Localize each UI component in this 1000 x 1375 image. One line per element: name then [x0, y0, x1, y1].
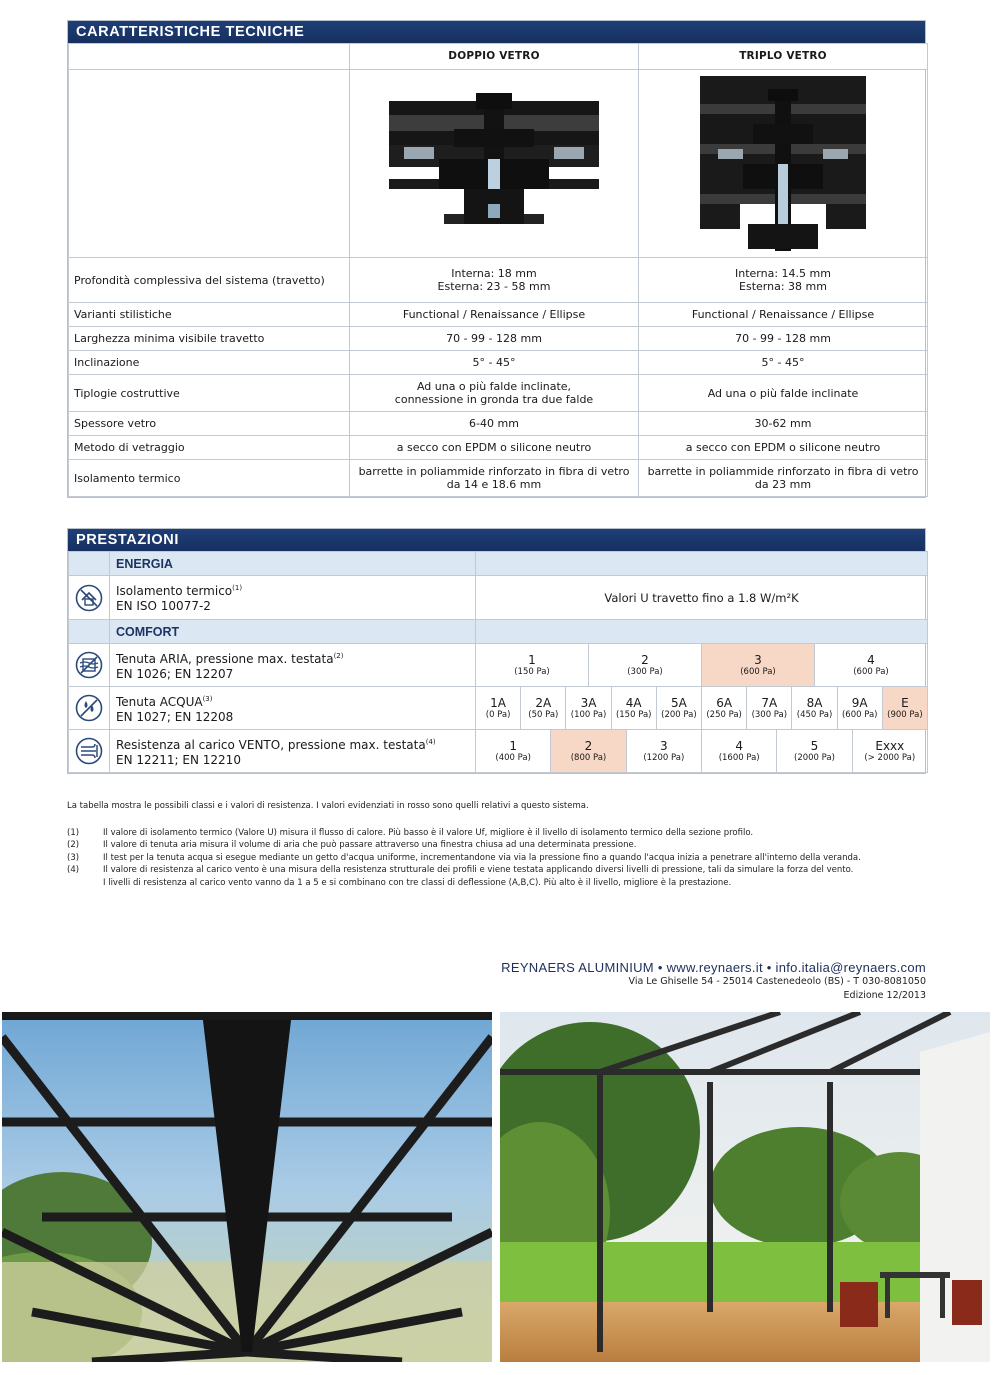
- band-icon-empty: [69, 620, 110, 644]
- col-header-double-glass: DOPPIO VETRO: [350, 44, 639, 70]
- company-footer: [501, 960, 926, 1003]
- edition: Edizione 12/2013: [843, 990, 926, 1001]
- air-class-cell: 2 (300 Pa): [589, 644, 702, 686]
- band-energy: ENERGIA: [110, 552, 476, 576]
- section-title-performance: PRESTAZIONI: [68, 529, 925, 551]
- water-class-cell: 1A (0 Pa): [476, 687, 521, 729]
- technical-characteristics-section: [67, 20, 926, 498]
- water-class-cell: 8A (450 Pa): [792, 687, 837, 729]
- band-icon-empty: [69, 552, 110, 576]
- footnote-item: I livelli di resistenza al carico vento vanno da 1 a 5 e si combinano con tre classi di deflessione (A,B,C). Più alto è il livello, migliore è la prestazione.: [103, 877, 732, 888]
- water-label: Tenuta ACQUA$^{(3)}$ EN 1027; EN 12208: [110, 687, 476, 730]
- thermal-insulation-icon: [75, 584, 103, 612]
- triple-glass-section-drawing: [639, 70, 928, 258]
- double-glass-section-drawing: [350, 70, 639, 258]
- water-classes: [476, 687, 928, 730]
- water-class-cell: 2A (50 Pa): [521, 687, 566, 729]
- profile-section-drawing-icon: [384, 89, 604, 239]
- water-class-cell: 4A (150 Pa): [612, 687, 657, 729]
- wind-class-cell: 3 (1200 Pa): [627, 730, 702, 772]
- min-width-triple: 70 - 99 - 128 mm: [639, 327, 928, 351]
- wind-icon-cell: [69, 730, 110, 773]
- inclination-triple: 5° - 45°: [639, 351, 928, 375]
- air-tightness-icon: [75, 651, 103, 679]
- section-title-tech: CARATTERISTICHE TECNICHE: [68, 21, 925, 43]
- wind-class-cell: 1 (400 Pa): [476, 730, 551, 772]
- col-header-triple-glass: TRIPLO VETRO: [639, 44, 928, 70]
- glass-thickness-triple: 30-62 mm: [639, 412, 928, 436]
- row-label-glazing-method: Metodo di vetraggio: [69, 436, 350, 460]
- thermal-value: Valori U travetto fino a 1.8 W/m²K: [476, 576, 928, 620]
- air-classes: [476, 644, 928, 687]
- veranda-roof-photo-icon: [2, 1012, 492, 1362]
- water-class-cell: 7A (300 Pa): [747, 687, 792, 729]
- table-note: La tabella mostra le possibili classi e i valori di resistenza. I valori evidenziati in rosso sono quelli relativi a questo sistema.: [67, 801, 589, 811]
- thermal-insulation-double: barrette in poliammide rinforzato in fibra di vetro da 14 e 18.6 mm: [350, 460, 639, 497]
- wind-classes: [476, 730, 928, 773]
- wind-class-cell: 5 (2000 Pa): [777, 730, 852, 772]
- water-icon-cell: [69, 687, 110, 730]
- construction-types-triple: Ad una o più falde inclinate: [639, 375, 928, 412]
- air-class-cell: 4 (600 Pa): [853, 652, 889, 677]
- tech-table: [68, 43, 928, 497]
- water-class-cell: 9A (600 Pa): [838, 687, 883, 729]
- footnotes: [67, 800, 937, 889]
- row-label-style-variants: Varianti stilistiche: [69, 303, 350, 327]
- wind-load-icon: [75, 737, 103, 765]
- thermal-icon-cell: [69, 576, 110, 620]
- tech-header-empty: [69, 44, 350, 70]
- construction-types-double: Ad una o più falde inclinate, connessione in gronda tra due falde: [350, 375, 639, 412]
- glass-thickness-double: 6-40 mm: [350, 412, 639, 436]
- depth-double: Interna: 18 mm Esterna: 23 - 58 mm: [350, 258, 639, 303]
- footnote-item: (3) Il test per la tenuta acqua si esegue mediante un getto d'acqua uniforme, incrementandone via via la pressione fino a quando l'acqua inizia a penetrare all'interno della veranda.: [67, 852, 861, 863]
- company-address: Via Le Ghiselle 54 - 25014 Castenedeolo (BS) - T 030-8081050: [628, 976, 926, 987]
- min-width-double: 70 - 99 - 128 mm: [350, 327, 639, 351]
- depth-triple: Interna: 14.5 mm Esterna: 38 mm: [639, 258, 928, 303]
- drawing-row-empty: [69, 70, 350, 258]
- water-class-cell: 5A (200 Pa): [657, 687, 702, 729]
- wind-class-cell: 4 (1600 Pa): [702, 730, 777, 772]
- style-variants-double: Functional / Renaissance / Ellipse: [350, 303, 639, 327]
- row-label-inclination: Inclinazione: [69, 351, 350, 375]
- performance-table: [68, 551, 928, 773]
- row-label-construction-types: Tiplogie costruttive: [69, 375, 350, 412]
- company-contacts: REYNAERS ALUMINIUM • www.reynaers.it • info.italia@reynaers.com: [501, 960, 926, 975]
- row-label-min-width: Larghezza minima visibile travetto: [69, 327, 350, 351]
- band-comfort: COMFORT: [110, 620, 476, 644]
- inclination-double: 5° - 45°: [350, 351, 639, 375]
- glazing-method-double: a secco con EPDM o silicone neutro: [350, 436, 639, 460]
- row-label-depth: Profondità complessiva del sistema (travetto): [69, 258, 350, 303]
- band-comfort-fill: [476, 620, 928, 644]
- footnote-item: (1) Il valore di isolamento termico (Valore U) misura il flusso di calore. Più basso è il valore Uf, migliore è il livello di isolamento termico della sezione profilo.: [67, 827, 754, 838]
- band-energy-fill: [476, 552, 928, 576]
- air-class-cell: 1 (150 Pa): [476, 644, 589, 686]
- performance-section: [67, 528, 926, 774]
- footnote-item: (4) Il valore di resistenza al carico vento è una misura della resistenza strutturale dei profili e viene testata applicando diversi livelli di pressione, tali da simulare la forza del vento.: [67, 865, 854, 875]
- air-icon-cell: [69, 644, 110, 687]
- water-class-cell: 6A (250 Pa): [702, 687, 747, 729]
- thermal-label: Isolamento termico$^{(1)}$ EN ISO 10077-2: [110, 576, 476, 620]
- veranda-interior-photo-icon: [500, 1012, 990, 1362]
- style-variants-triple: Functional / Renaissance / Ellipse: [639, 303, 928, 327]
- profile-section-drawing-icon: [698, 74, 868, 254]
- air-class-cell-highlighted: 3 (600 Pa): [702, 644, 815, 686]
- water-class-cell-highlighted: E (900 Pa): [883, 687, 927, 729]
- footnote-item: (2) Il valore di tenuta aria misura il volume di aria che può passare attraverso una finestra chiusa ad una determinata pressione.: [67, 840, 637, 850]
- wind-label: Resistenza al carico VENTO, pressione max. testata$^{(4)}$ EN 12211; EN 12210: [110, 730, 476, 773]
- veranda-roof-photo: [2, 1012, 492, 1362]
- water-tightness-icon: [75, 694, 103, 722]
- veranda-interior-photo: [500, 1012, 990, 1362]
- wind-class-cell: Exxx (> 2000 Pa): [864, 738, 916, 763]
- row-label-thermal-insulation: Isolamento termico: [69, 460, 350, 497]
- air-label: Tenuta ARIA, pressione max. testata$^{(2)}$ EN 1026; EN 12207: [110, 644, 476, 687]
- water-class-cell: 3A (100 Pa): [566, 687, 611, 729]
- thermal-insulation-triple: barrette in poliammide rinforzato in fibra di vetro da 23 mm: [639, 460, 928, 497]
- glazing-method-triple: a secco con EPDM o silicone neutro: [639, 436, 928, 460]
- row-label-glass-thickness: Spessore vetro: [69, 412, 350, 436]
- wind-class-cell-highlighted: 2 (800 Pa): [551, 730, 626, 772]
